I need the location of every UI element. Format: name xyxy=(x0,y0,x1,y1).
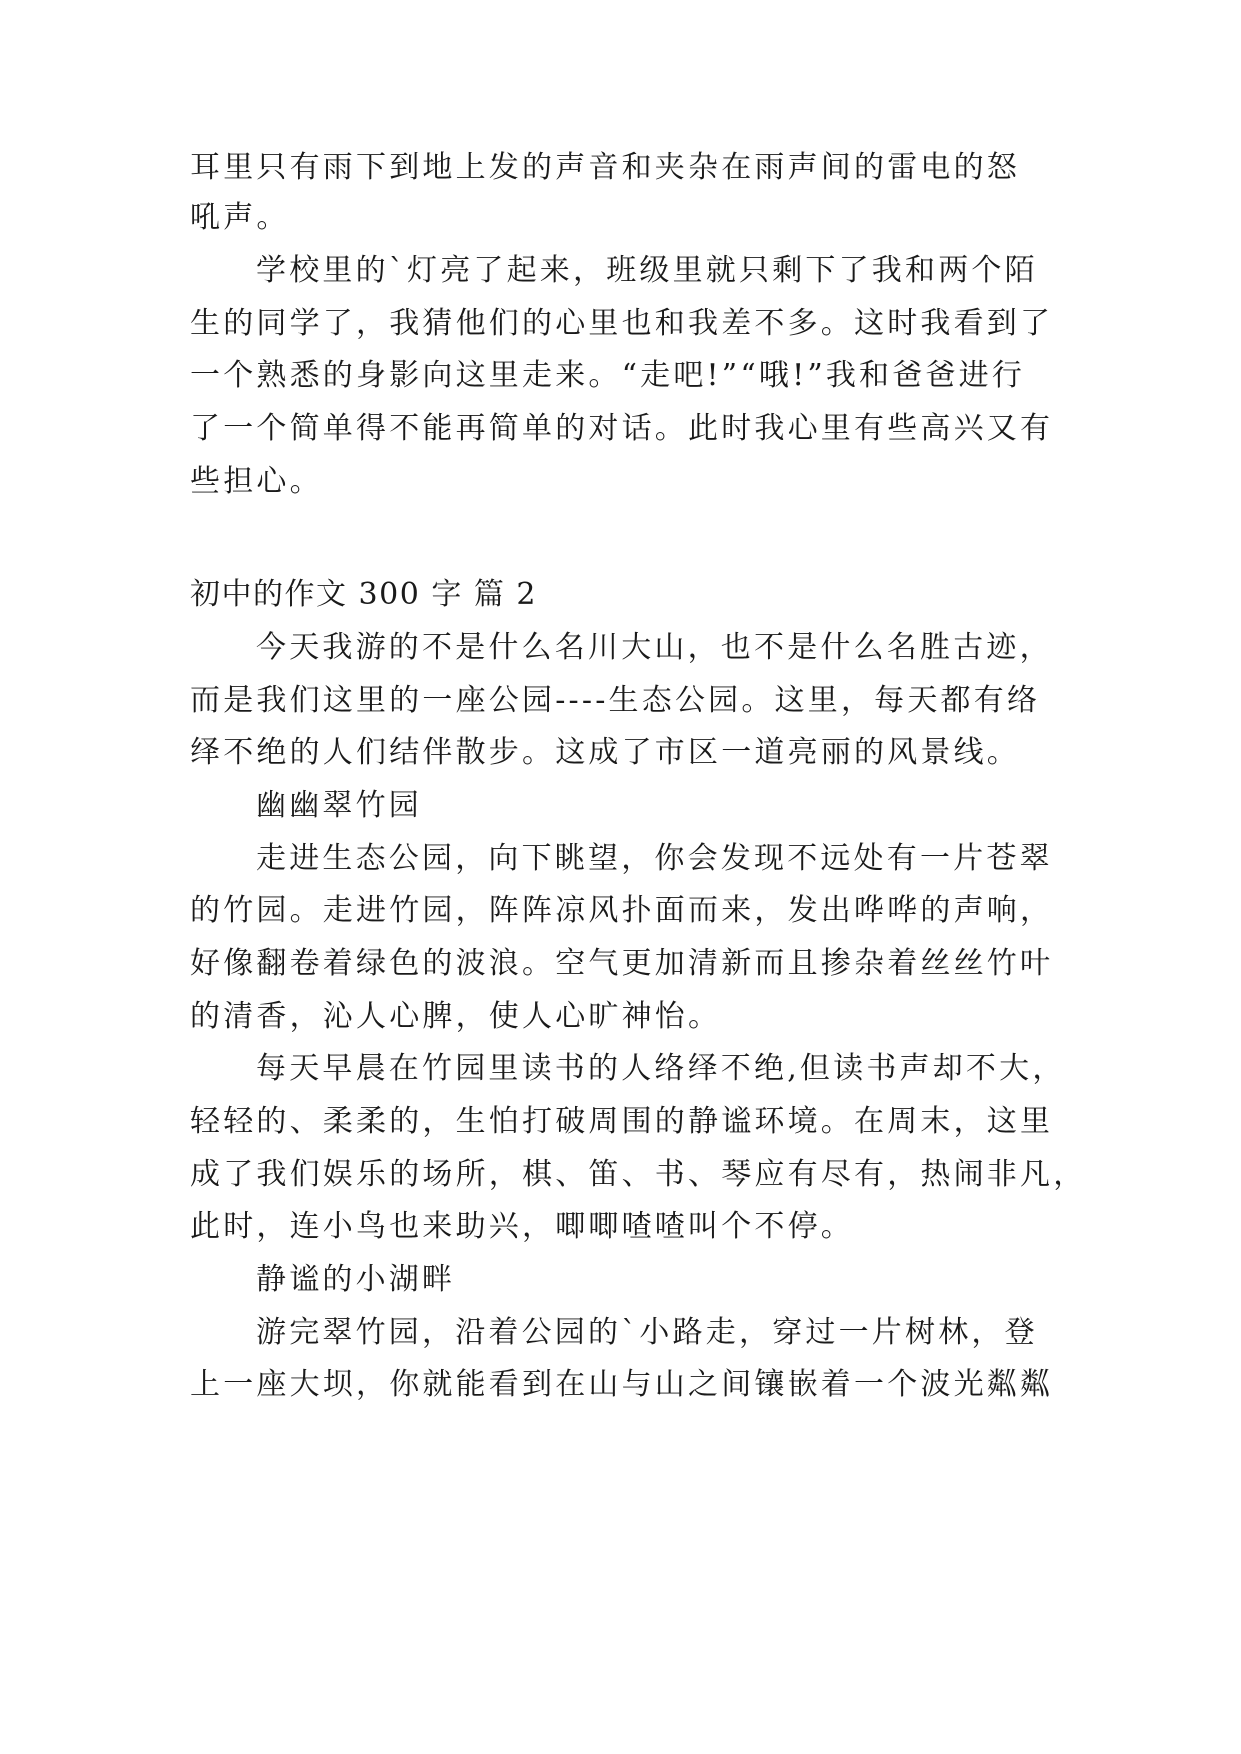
paragraph-line: 的清香，沁人心脾，使人心旷神怡。 xyxy=(190,999,722,1034)
paragraph-line: 的竹园。走进竹园，阵阵凉风扑面而来，发出哗哗的声响， xyxy=(190,893,1054,928)
paragraph-line: 上一座大坝，你就能看到在山与山之间镶嵌着一个波光粼粼 xyxy=(190,1367,1054,1402)
paragraph-line: 了一个简单得不能再简单的对话。此时我心里有些高兴又有 xyxy=(190,411,1054,446)
paragraph-line: 生的同学了，我猜他们的心里也和我差不多。这时我看到了 xyxy=(190,306,1054,341)
paragraph-line: 走进生态公园，向下眺望，你会发现不远处有一片苍翠 xyxy=(256,841,1053,876)
paragraph-line: 一个熟悉的身影向这里走来。“走吧!”“哦!”我和爸爸进行 xyxy=(190,358,1026,393)
paragraph-line: 绎不绝的人们结伴散步。这成了市区一道亮丽的风景线。 xyxy=(190,735,1020,770)
paragraph-line: 今天我游的不是什么名川大山，也不是什么名胜古迹， xyxy=(256,630,1053,665)
paragraph-line: 耳里只有雨下到地上发的声音和夹杂在雨声间的雷电的怒 xyxy=(190,150,1020,185)
section-heading: 初中的作文 300 字 篇 2 xyxy=(190,577,537,612)
subheading: 静谧的小湖畔 xyxy=(256,1262,456,1297)
paragraph-line: 吼声。 xyxy=(190,200,290,235)
paragraph-line: 每天早晨在竹园里读书的人络绎不绝,但读书声却不大， xyxy=(256,1051,1066,1086)
paragraph-line: 而是我们这里的一座公园----生态公园。这里，每天都有络 xyxy=(190,683,1041,718)
subheading: 幽幽翠竹园 xyxy=(256,788,422,823)
paragraph-line: 成了我们娱乐的场所，棋、笛、书、琴应有尽有，热闹非凡， xyxy=(190,1157,1087,1192)
paragraph-line: 好像翻卷着绿色的波浪。空气更加清新而且掺杂着丝丝竹叶 xyxy=(190,946,1054,981)
paragraph-line: 学校里的`灯亮了起来，班级里就只剩下了我和两个陌 xyxy=(256,253,1038,288)
paragraph-line: 轻轻的、柔柔的，生怕打破周围的静谧环境。在周末，这里 xyxy=(190,1104,1054,1139)
paragraph-line: 此时，连小鸟也来助兴，唧唧喳喳叫个不停。 xyxy=(190,1209,854,1244)
paragraph-line: 游完翠竹园，沿着公园的`小路走，穿过一片树林，登 xyxy=(256,1315,1038,1350)
paragraph-line: 些担心。 xyxy=(190,464,323,499)
